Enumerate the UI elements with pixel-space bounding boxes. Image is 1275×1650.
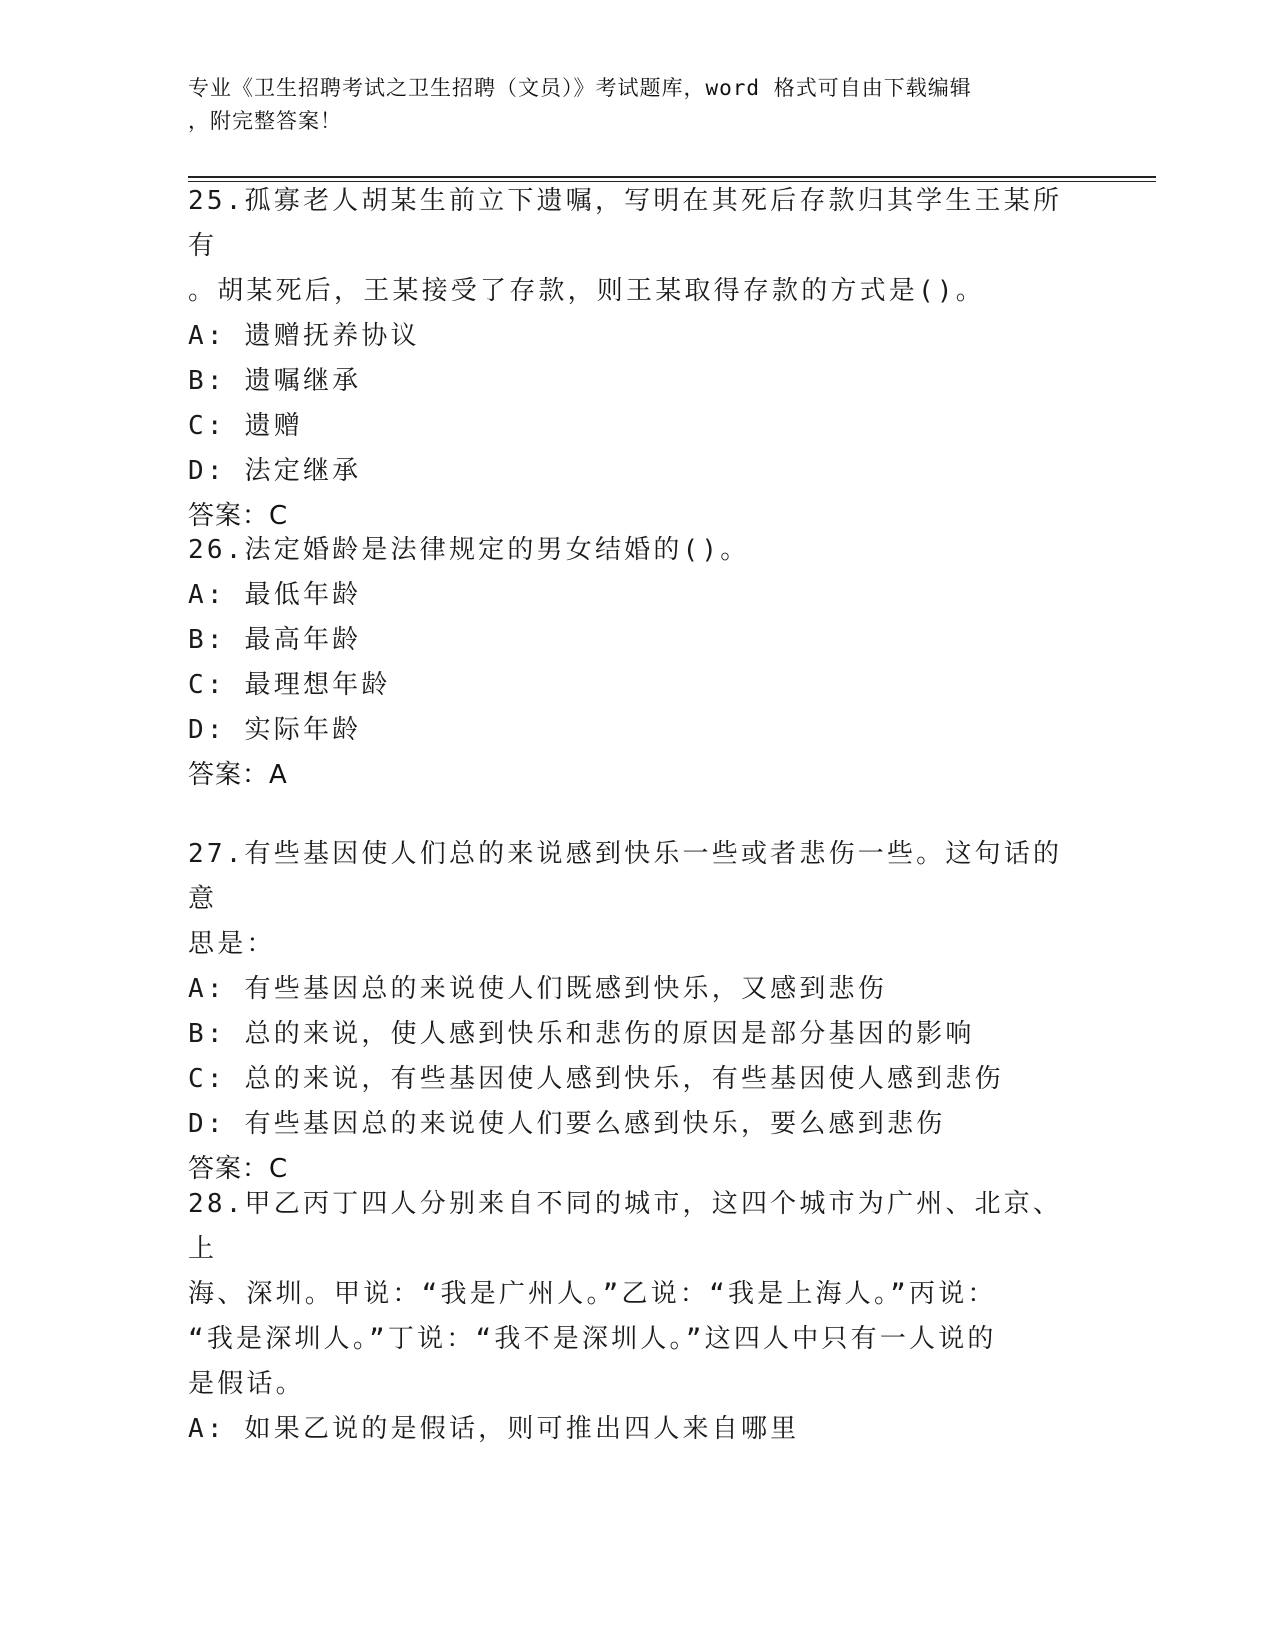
question-stem-line: 26.法定婚龄是法律规定的男女结婚的()。 [188, 535, 750, 565]
option-a: A: 如果乙说的是假话，则可推出四人来自哪里 [188, 1414, 800, 1444]
option-d: D: 实际年龄 [188, 715, 362, 745]
option-d: D: 有些基因总的来说使人们要么感到快乐，要么感到悲伤 [188, 1109, 946, 1139]
header-line-2: ，附完整答案！ [188, 109, 342, 133]
question-stem-line: “我是深圳人。”丁说：“我不是深圳人。”这四人中只有一人说的 [188, 1324, 997, 1354]
answer-line: 答案：A [188, 760, 288, 790]
option-a: A: 遗赠抚养协议 [188, 321, 420, 351]
question-stem-line: 。胡某死后，王某接受了存款，则王某取得存款的方式是()。 [188, 276, 985, 306]
question-27 [188, 832, 1088, 1192]
question-stem-line: 海、深圳。甲说：“我是广州人。”乙说：“我是上海人。”丙说： [188, 1279, 997, 1309]
option-a: A: 有些基因总的来说使人们既感到快乐，又感到悲伤 [188, 974, 887, 1004]
option-c: C: 总的来说，有些基因使人感到快乐，有些基因使人感到悲伤 [188, 1064, 1004, 1094]
header-divider-thick [188, 176, 1156, 178]
option-b: B: 遗嘱继承 [188, 366, 362, 396]
option-c: C: 遗赠 [188, 411, 303, 441]
question-28 [188, 1182, 1088, 1452]
header-line-1: 专业《卫生招聘考试之卫生招聘（文员）》考试题库，word 格式可自由下载编辑 [188, 76, 972, 100]
option-d: D: 法定继承 [188, 456, 362, 486]
document-header [188, 72, 1068, 138]
option-b: B: 最高年龄 [188, 625, 362, 655]
question-stem-line: 28.甲乙丙丁四人分别来自不同的城市，这四个城市为广州、北京、上 [188, 1189, 1063, 1264]
question-26 [188, 528, 1088, 798]
question-25 [188, 179, 1088, 539]
question-stem-line: 思是： [188, 929, 276, 959]
question-stem-line: 27.有些基因使人们总的来说感到快乐一些或者悲伤一些。这句话的意 [188, 839, 1063, 914]
option-c: C: 最理想年龄 [188, 670, 391, 700]
question-stem-line: 25.孤寡老人胡某生前立下遗嘱，写明在其死后存款归其学生王某所有 [188, 186, 1063, 261]
question-stem-line: 是假话。 [188, 1369, 305, 1399]
option-b: B: 总的来说，使人感到快乐和悲伤的原因是部分基因的影响 [188, 1019, 975, 1049]
option-a: A: 最低年龄 [188, 580, 362, 610]
answer-line: 答案：C [188, 501, 289, 531]
answer-line: 答案：C [188, 1154, 289, 1184]
